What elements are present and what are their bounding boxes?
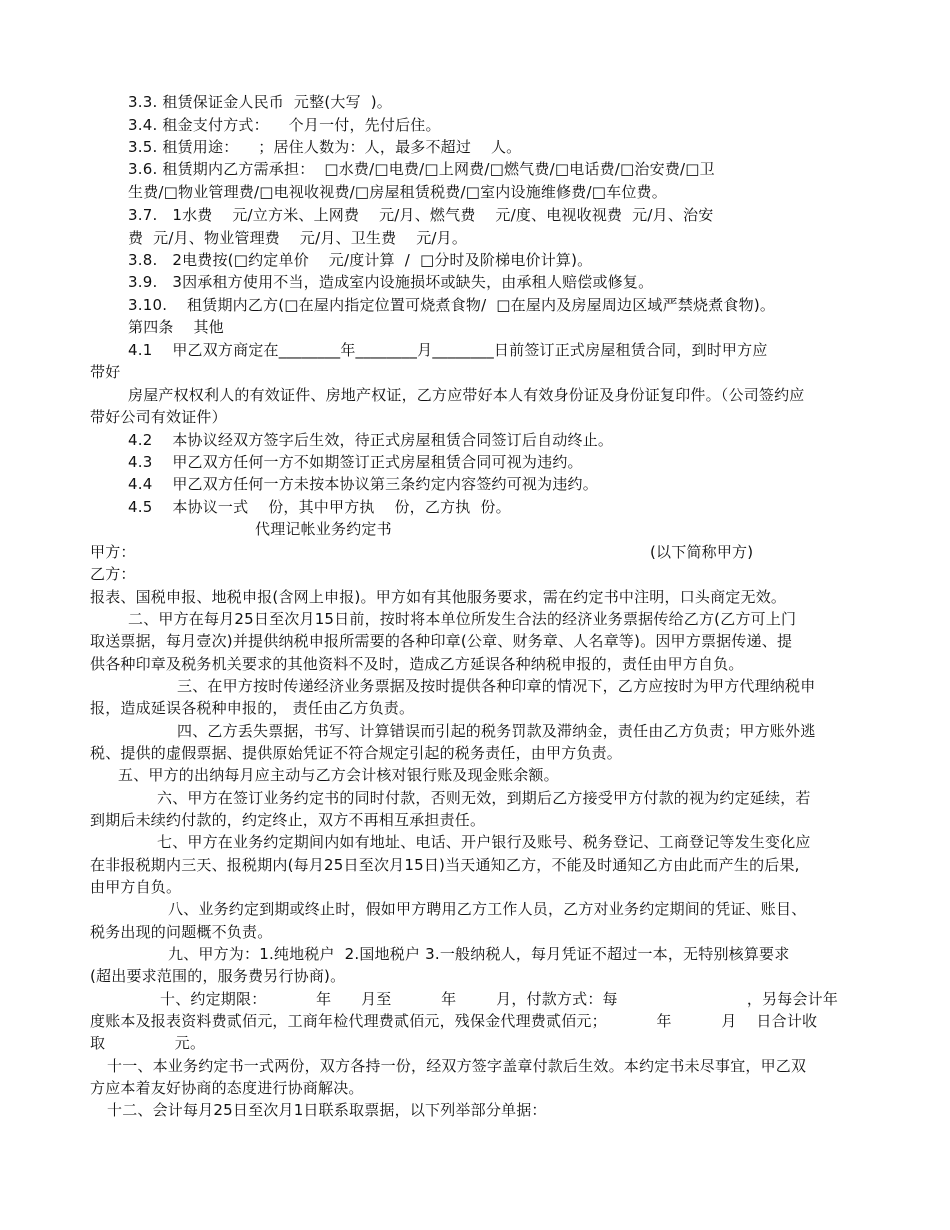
section-4-line2: 税、提供的虚假票据、提供原始凭证不符合规定引起的税务责任，由甲方负责。 bbox=[90, 744, 623, 762]
section-6-line1: 六、甲方在签订业务约定书的同时付款，否则无效，到期后乙方接受甲方付款的视为约定延续，若 bbox=[157, 789, 811, 807]
clause-4-1-line1: 4.1 甲乙双方商定在________年________月________日前签订正式房屋租赁合同，到时甲方应 bbox=[128, 341, 768, 359]
clause-4-4: 4.4 甲乙双方任何一方未按本协议第三条约定内容签约可视为违约。 bbox=[128, 475, 598, 493]
section-11-line1: 十一、本业务约定书一式两份，双方各持一份，经双方签字盖章付款后生效。本约定书未尽事宜，甲乙双 bbox=[107, 1057, 807, 1075]
section-2-line1: 二、甲方在每月25日至次月15日前，按时将本单位所发生合法的经济业务票据传给乙方(乙方可上门 bbox=[128, 610, 797, 628]
section-2-line2: 取送票据，每月壹次)并提供纳税申报所需要的各种印章(公章、财务章、人名章等)。因甲方票据传递、提 bbox=[90, 632, 793, 650]
section-7-line1: 七、甲方在业务约定期间内如有地址、电话、开户银行及账号、税务登记、工商登记等发生变化应 bbox=[157, 833, 811, 851]
section-6-line2: 到期后未续约付款的，约定终止，双方不再相互承担责任。 bbox=[90, 811, 486, 829]
clause-3-10: 3.10. 租赁期内乙方(□在屋内指定位置可烧煮食物/ □在屋内及房屋周边区域严禁烧煮食物)。 bbox=[128, 296, 776, 314]
section-4-line1: 四、乙方丢失票据，书写、计算错误而引起的税务罚款及滞纳金，责任由乙方负责；甲方账外逃 bbox=[177, 722, 816, 740]
section-12-line: 十二、会计每月25日至次月1日联系取票据，以下列举部分单据： bbox=[107, 1101, 547, 1119]
section-2-line3: 供各种印章及税务机关要求的其他资料不及时，造成乙方延误各种纳税申报的，责任由甲方自负。 bbox=[90, 655, 744, 673]
clause-3-6-line2: 生费/□物业管理费/□电视收视费/□房屋租赁税费/□室内设施维修费/□车位费。 bbox=[128, 183, 667, 201]
section-9-line2: (超出要求范围的，服务费另行协商)。 bbox=[90, 967, 346, 985]
clause-3-3: 3.3. 租赁保证金人民币 元整(大写 )。 bbox=[128, 93, 392, 111]
section-3-line2: 报，造成延误各税种申报的， 责任由乙方负责。 bbox=[90, 699, 415, 717]
section-7-line3: 由甲方自负。 bbox=[90, 878, 182, 896]
section-8-line2: 税务出现的问题概不负责。 bbox=[90, 923, 273, 941]
article-4-heading: 第四条 其他 bbox=[128, 318, 224, 336]
section-9-line1: 九、甲方为：1.纯地税户 2.国地税户 3.一般纳税人，每月凭证不超过一本，无特别核算要求 bbox=[168, 945, 790, 963]
section-10-line2: 度账本及报表资料费贰佰元，工商年检代理费贰佰元，残保金代理费贰佰元； 年 月 日合计收 bbox=[90, 1012, 818, 1030]
clause-4-2: 4.2 本协议经双方签字后生效，待正式房屋租赁合同签订后自动终止。 bbox=[128, 431, 614, 449]
section-3-line1: 三、在甲方按时传递经济业务票据及按时提供各种印章的情况下，乙方应按时为甲方代理纳税申 bbox=[177, 677, 816, 695]
clause-3-5: 3.5. 租赁用途： ；居住人数为：人，最多不超过 人。 bbox=[128, 138, 522, 156]
clause-3-8: 3.8. 2电费按(□约定单价 元/度计算 / □分时及阶梯电价计算)。 bbox=[128, 251, 593, 269]
clause-3-9: 3.9. 3因承租方使用不当，造成室内设施损坏或缺失，由承租人赔偿或修复。 bbox=[128, 273, 654, 291]
party-a-note: (以下简称甲方) bbox=[650, 543, 754, 561]
clause-3-6-line1: 3.6. 租赁期内乙方需承担： □水费/□电费/□上网费/□燃气费/□电话费/□治安费/□卫 bbox=[128, 160, 715, 178]
party-b-label: 乙方： bbox=[90, 565, 136, 583]
clause-3-7-line2: 费 元/月、物业管理费 元/月、卫生费 元/月。 bbox=[128, 229, 468, 247]
clause-3-7-line1: 3.7. 1水费 元/立方米、上网费 元/月、燃气费 元/度、电视收视费 元/月、治安 bbox=[128, 206, 714, 224]
section-5-line: 五、甲方的出纳每月应主动与乙方会计核对银行账及现金账余额。 bbox=[118, 766, 559, 784]
agreement-title: 代理记帐业务约定书 bbox=[255, 520, 392, 538]
clause-4-5: 4.5 本协议一式 份，其中甲方执 份，乙方执 份。 bbox=[128, 498, 511, 516]
section-8-line1: 八、业务约定到期或终止时，假如甲方聘用乙方工作人员，乙方对业务约定期间的凭证、账目、 bbox=[168, 900, 807, 918]
section-10-line1: 十、约定期限： 年 月至 年 月，付款方式：每 ，另每会计年 bbox=[160, 990, 839, 1008]
section-11-line2: 方应本着友好协商的态度进行协商解决。 bbox=[90, 1079, 364, 1097]
clause-4-1-line4: 带好公司有效证件） bbox=[90, 408, 227, 426]
clause-4-1-line3: 房屋产权权利人的有效证件、房地产权证，乙方应带好本人有效身份证及身份证复印件。（公司签约应 bbox=[128, 386, 805, 404]
section-10-line3: 取 元。 bbox=[90, 1034, 206, 1052]
section-7-line2: 在非报税期内三天、报税期内(每月25日至次月15日)当天通知乙方，不能及时通知乙方由此而产生的后果, bbox=[90, 856, 800, 874]
clause-4-1-line2: 带好 bbox=[90, 363, 121, 381]
clause-4-3: 4.3 甲乙双方任何一方不如期签订正式房屋租赁合同可视为违约。 bbox=[128, 453, 583, 471]
clause-3-4: 3.4. 租金支付方式： 个月一付，先付后住。 bbox=[128, 116, 441, 134]
party-a-label: 甲方： bbox=[90, 543, 136, 561]
section-1-line: 报表、国税申报、地税申报(含网上申报)。甲方如有其他服务要求，需在约定书中注明，口头商定无效。 bbox=[90, 588, 787, 606]
